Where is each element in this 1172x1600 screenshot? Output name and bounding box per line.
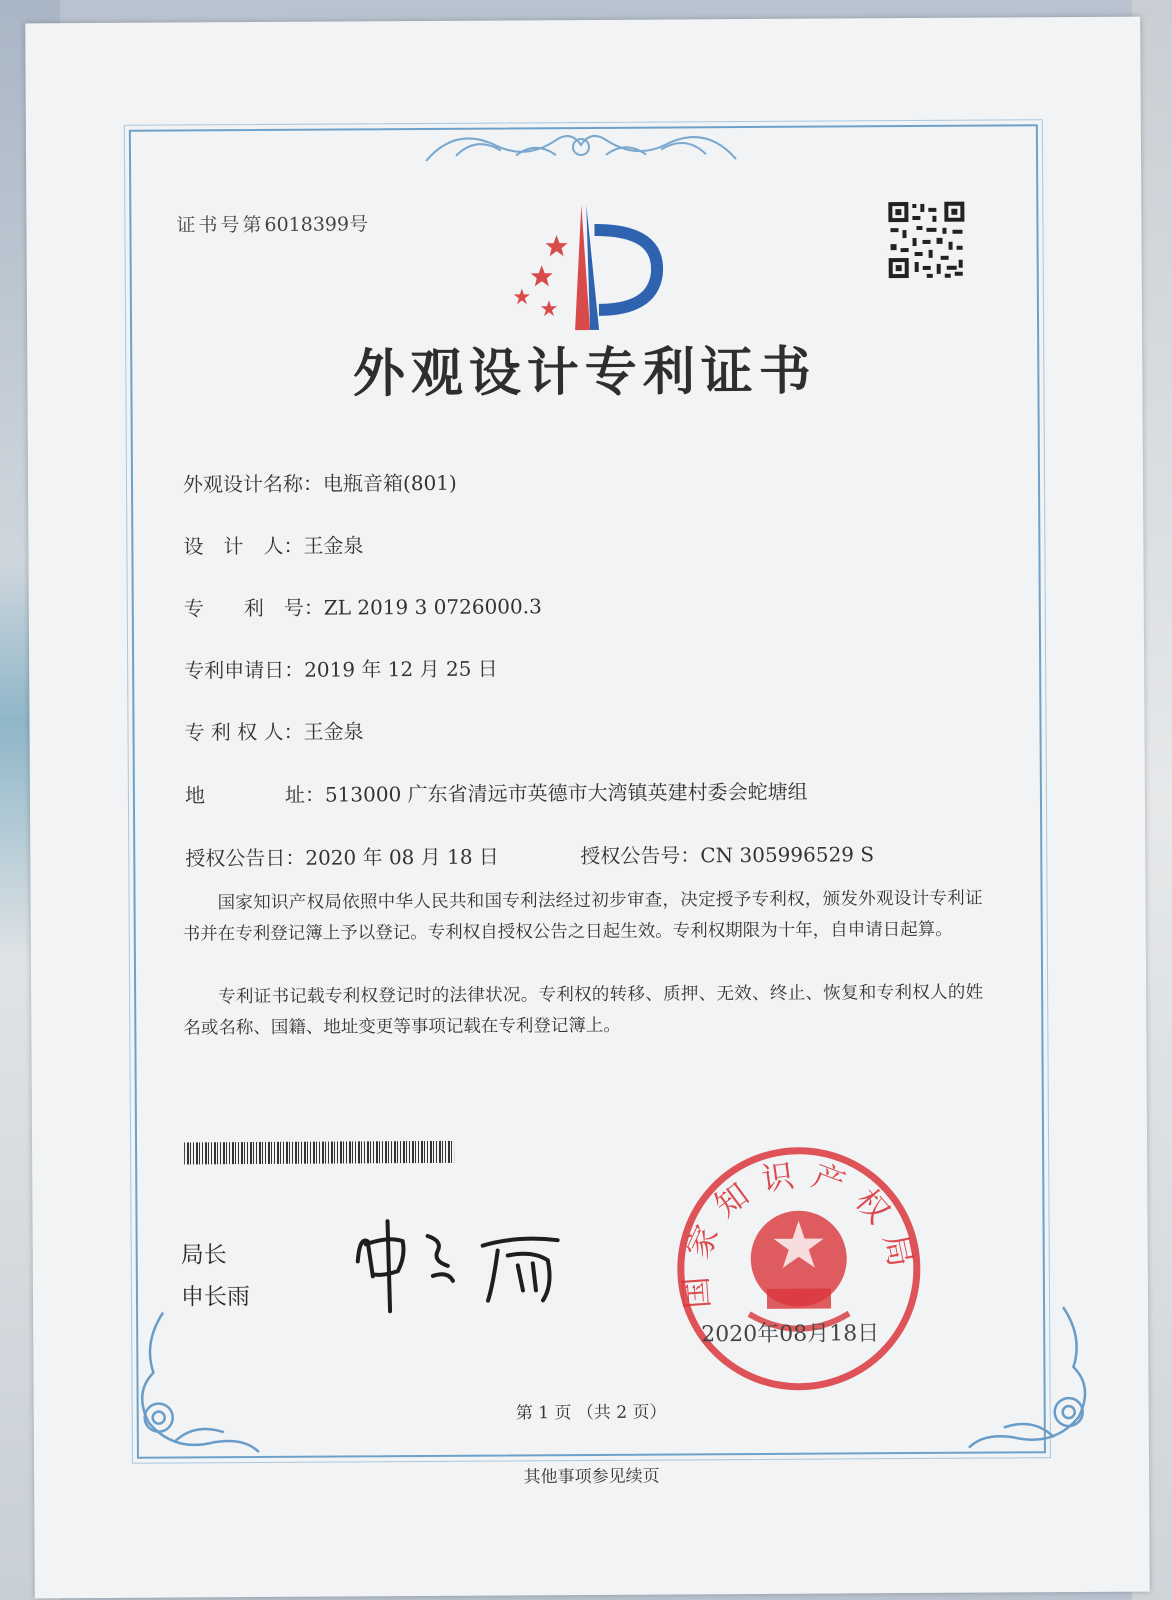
field-grant-no [580,838,874,869]
director-signature-icon [347,1205,588,1316]
qr-code-icon [886,200,966,280]
field-value: 513000 广东省清远市英德市大湾镇英建村委会蛇塘组 [324,779,808,807]
field-label: 授权公告日： [185,845,306,871]
field-value: 电瓶音箱(801) [322,470,457,496]
top-ornament-icon [416,114,746,176]
field-filing-date [184,653,498,684]
director-name: 申长雨 [180,1284,251,1311]
field-address [185,776,808,809]
page-number: 第 1 页 （共 2 页） [515,1402,667,1424]
field-label: 专 利 号： [183,595,324,621]
field-value: 2020 年 08 月 18 日 [305,844,499,870]
director-title: 局长 [180,1242,227,1269]
official-seal-icon [668,1138,930,1400]
footer-note: 其他事项参见续页 [523,1466,660,1488]
field-label: 专 利 权 人： [184,719,304,745]
field-label: 专利申请日： [184,657,305,683]
certificate-title: 外观设计专利证书 [352,341,818,405]
field-value: 王金泉 [303,533,364,558]
cert-no-label: 证书号第 [176,213,265,237]
field-patent-no [184,590,542,621]
field-grant-date [185,841,499,872]
field-label: 外观设计名称： [182,471,324,497]
field-label: 授权公告号： [580,843,701,869]
certificate-paper [25,17,1150,1599]
cert-no-suffix: 号 [349,213,372,236]
bottom-right-ornament-icon [963,1297,1124,1458]
bottom-left-ornament-icon [103,1302,264,1463]
field-value: ZL 2019 3 0726000.3 [323,594,542,620]
field-value: 2019 年 12 月 25 日 [304,656,498,682]
field-design-name [183,467,457,498]
cnipa-logo-icon [486,199,677,340]
seal-text: 国家知识产权局 [675,1154,924,1310]
seal-date: 2020年08月18日 [701,1321,880,1348]
certificate-number [176,209,371,237]
field-patentee [184,715,363,745]
statement-paragraph-2: 专利证书记载专利权登记时的法律状况。专利权的转移、质押、无效、终止、恢复和专利权人的姓名或名称、国籍、地址变更等事项记载在专利登记簿上。 [183,982,984,1039]
field-label: 设 计 人： [183,533,304,559]
field-value: 王金泉 [303,719,364,744]
field-designer [183,529,363,559]
statement-paragraph-1: 国家知识产权局依照中华人民共和国专利法经过初步审查，决定授予专利权，颁发外观设计专利证书并在专利登记簿上予以登记。专利权自授权公告之日起生效。专利权期限为十年，自申请日起算。 [182,888,983,945]
field-label: 地 址： [184,782,325,808]
barcode-icon [184,1141,454,1165]
cert-no-value: 6018399 [264,213,350,236]
field-value: CN 305996529 S [700,842,875,868]
